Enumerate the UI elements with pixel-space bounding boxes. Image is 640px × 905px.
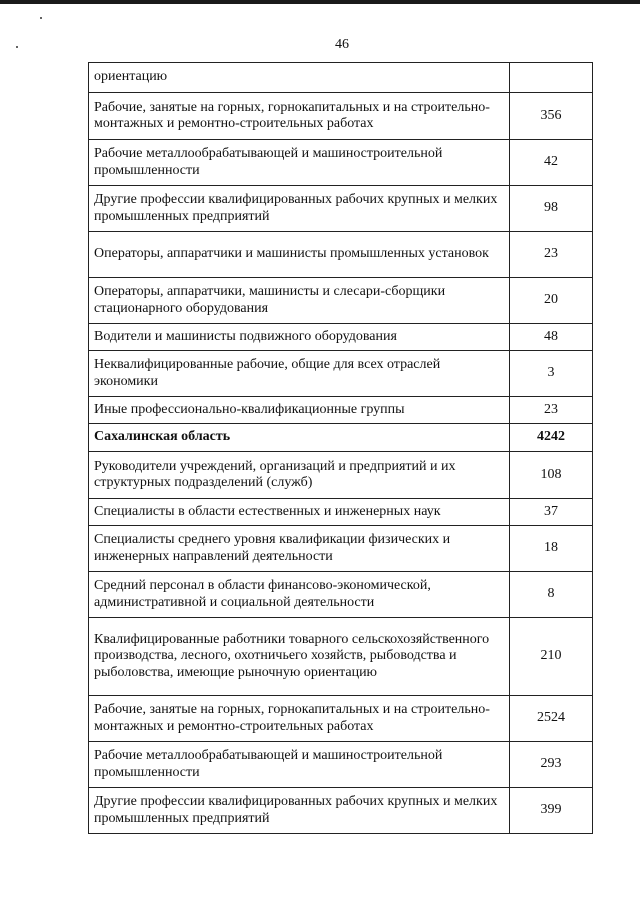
- row-label: Неквалифицированные рабочие, общие для всех отраслей экономики: [89, 351, 510, 397]
- row-label: Руководители учреждений, организаций и предприятий и их структурных подразделений (служб): [89, 452, 510, 499]
- row-label: Специалисты среднего уровня квалификации физических и инженерных направлений деятельности: [89, 526, 510, 572]
- row-value: 8: [510, 572, 593, 618]
- row-value: 3: [510, 351, 593, 397]
- row-label: Рабочие металлообрабатывающей и машиностроительной промышленности: [89, 742, 510, 788]
- row-value: 48: [510, 324, 593, 351]
- scan-border: [0, 0, 640, 4]
- table-row: [89, 397, 593, 424]
- row-value: 4242: [510, 424, 593, 452]
- table-row: [89, 63, 593, 93]
- table-row: [89, 499, 593, 526]
- row-value: 98: [510, 186, 593, 232]
- row-label: Иные профессионально-квалификационные группы: [89, 397, 510, 424]
- table-body: [89, 63, 593, 834]
- table-row: [89, 526, 593, 572]
- row-label: Сахалинская область: [89, 424, 510, 452]
- row-value: 2524: [510, 696, 593, 742]
- table-row: [89, 93, 593, 140]
- table-row: [89, 572, 593, 618]
- table-row: [89, 696, 593, 742]
- region-row: [89, 424, 593, 452]
- row-value: 37: [510, 499, 593, 526]
- table-row: [89, 618, 593, 696]
- table-row: [89, 278, 593, 324]
- table-row: [89, 232, 593, 278]
- row-label: Операторы, аппаратчики и машинисты промышленных установок: [89, 232, 510, 278]
- row-value: [510, 63, 593, 93]
- statistics-table: [88, 62, 593, 834]
- table-row: [89, 140, 593, 186]
- row-label: Средний персонал в области финансово-экономической, административной и социальной деятельности: [89, 572, 510, 618]
- row-label: Операторы, аппаратчики, машинисты и слесари-сборщики стационарного оборудования: [89, 278, 510, 324]
- row-label: Рабочие, занятые на горных, горнокапитальных и на строительно-монтажных и ремонтно-строительных работах: [89, 93, 510, 140]
- scan-speck: [16, 46, 18, 48]
- page-number: 46: [335, 37, 349, 52]
- row-value: 399: [510, 788, 593, 834]
- row-value: 293: [510, 742, 593, 788]
- table-row: [89, 452, 593, 499]
- row-label: Водители и машинисты подвижного оборудования: [89, 324, 510, 351]
- row-label: Квалифицированные работники товарного сельскохозяйственного производства, лесного, охотничьего хозяйств, рыбоводства и рыболовства, имеющие рыночную ориентацию: [89, 618, 510, 696]
- row-label: Другие профессии квалифицированных рабочих крупных и мелких промышленных предприятий: [89, 186, 510, 232]
- table-row: [89, 324, 593, 351]
- row-value: 42: [510, 140, 593, 186]
- row-value: 108: [510, 452, 593, 499]
- row-label: Рабочие металлообрабатывающей и машиностроительной промышленности: [89, 140, 510, 186]
- table-row: [89, 742, 593, 788]
- table-row: [89, 186, 593, 232]
- row-label: ориентацию: [89, 63, 510, 93]
- row-value: 356: [510, 93, 593, 140]
- table-row: [89, 788, 593, 834]
- row-value: 210: [510, 618, 593, 696]
- row-value: 23: [510, 232, 593, 278]
- row-value: 23: [510, 397, 593, 424]
- row-value: 18: [510, 526, 593, 572]
- table-row: [89, 351, 593, 397]
- row-label: Другие профессии квалифицированных рабочих крупных и мелких промышленных предприятий: [89, 788, 510, 834]
- row-value: 20: [510, 278, 593, 324]
- row-label: Рабочие, занятые на горных, горнокапитальных и на строительно-монтажных и ремонтно-строительных работах: [89, 696, 510, 742]
- scan-speck: [40, 17, 42, 19]
- row-label: Специалисты в области естественных и инженерных наук: [89, 499, 510, 526]
